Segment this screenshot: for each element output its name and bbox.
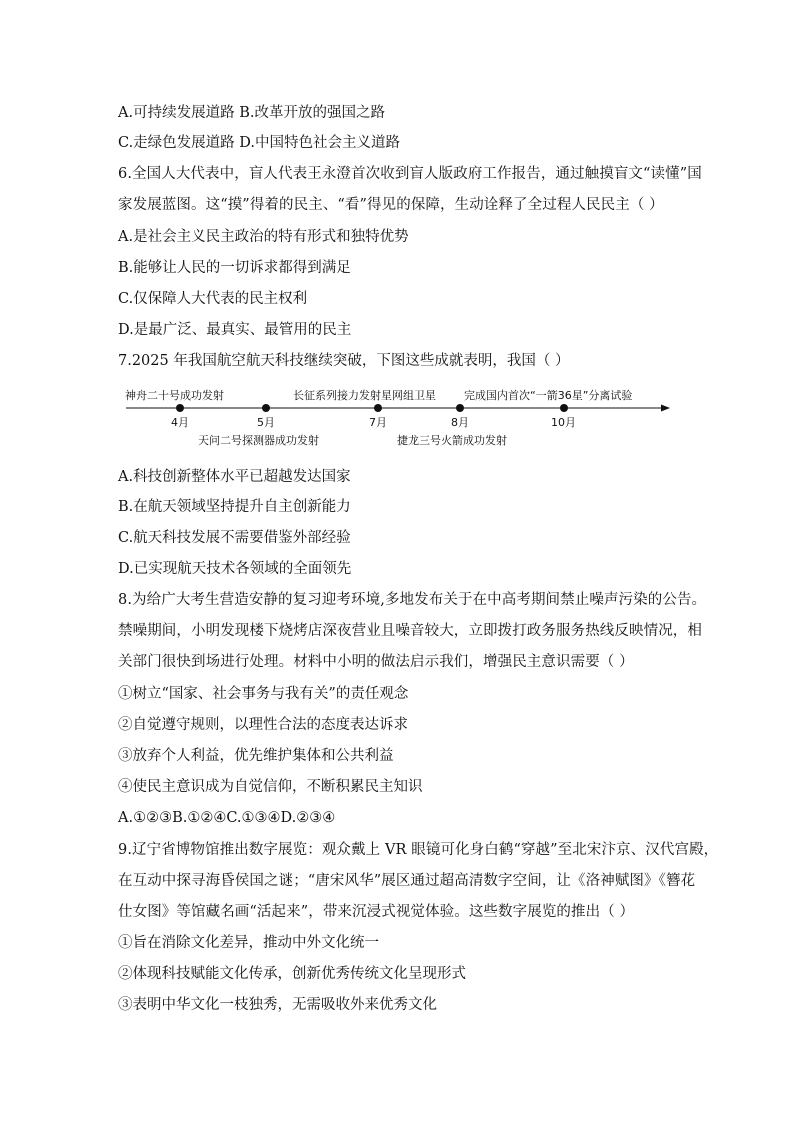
timeline-arrow-icon — [661, 405, 670, 412]
q5-options-ab: A.可持续发展道路 B.改革开放的强国之路 — [118, 105, 385, 121]
timeline-event-jielong3: 捷龙三号火箭成功发射 — [397, 434, 507, 447]
q9-statement-3: ③表明中华文化一枝独秀，无需吸收外来优秀文化 — [118, 997, 437, 1013]
timeline-month-april: 4月 — [171, 416, 189, 429]
q9-stem-line3: 仕女图》等馆藏名画“活起来”，带来沉浸式视觉体验。这些数字展览的推出（ ） — [118, 904, 635, 920]
q8-statement-2: ②自觉遵守规则，以理性合法的态度表达诉求 — [118, 717, 408, 733]
timeline-dot-april — [176, 404, 184, 412]
timeline-month-october: 10月 — [551, 416, 576, 429]
timeline-month-august: 8月 — [451, 416, 469, 429]
q7-option-c: C.航天科技发展不需要借鉴外部经验 — [118, 530, 351, 546]
timeline-dot-august — [456, 404, 464, 412]
timeline-dot-july — [374, 404, 382, 412]
q8-statement-1: ①树立“国家、社会事务与我有关”的责任观念 — [118, 686, 409, 702]
q6-option-a: A.是社会主义民主政治的特有形式和独特优势 — [118, 229, 409, 245]
timeline-dot-may — [262, 404, 270, 412]
q6-stem-line2: 家发展蓝图。这“摸”得着的民主、“看”得见的保障，生动诠释了全过程人民民主（ ） — [118, 197, 664, 213]
q8-statement-3: ③放弃个人利益，优先维护集体和公共利益 — [118, 748, 394, 764]
q9-stem-line1: 9.辽宁省博物馆推出数字展览：观众戴上 VR 眼镜可化身白鹤“穿越”至北宋汴京、汉代宫殿， — [118, 842, 719, 858]
q6-option-b: B.能够让人民的一切诉求都得到满足 — [118, 260, 351, 276]
q7-option-d: D.已实现航天技术各领域的全面领先 — [118, 561, 352, 577]
q7-option-b: B.在航天领域坚持提升自主创新能力 — [118, 499, 351, 515]
q8-stem-line1: 8.为给广大考生营造安静的复习迎考环境,多地发布关于在中高考期间禁止噪声污染的公告。 — [118, 592, 707, 608]
timeline-month-may: 5月 — [257, 416, 275, 429]
timeline-event-one-rocket-36-satellites: 完成国内首次“一箭36星”分离试验 — [464, 389, 633, 402]
q9-statement-2: ②体现科技赋能文化传承，创新优秀传统文化呈现形式 — [118, 966, 466, 982]
timeline-event-tianwen2: 天问二号探测器成功发射 — [198, 434, 319, 447]
q9-statement-1: ①旨在消除文化差异，推动中外文化统一 — [118, 935, 379, 951]
q5-options-cd: C.走绿色发展道路 D.中国特色社会主义道路 — [118, 135, 401, 151]
space-achievements-timeline — [118, 382, 678, 452]
q8-answer-options: A.①②③B.①②④C.①③④D.②③④ — [118, 810, 336, 826]
timeline-dot-october — [560, 404, 568, 412]
q9-stem-line2: 在互动中探寻海昏侯国之谜；“唐宋风华”展区通过超高清数字空间，让《洛神赋图》《簪花 — [118, 873, 696, 889]
q6-stem-line1: 6.全国人大代表中，盲人代表王永澄首次收到盲人版政府工作报告，通过触摸盲文“读懂”国 — [118, 166, 702, 182]
timeline-event-shenzhou20: 神舟二十号成功发射 — [125, 389, 224, 402]
q8-stem-line3: 关部门很快到场进行处理。材料中小明的做法启示我们，增强民主意识需要（ ） — [118, 654, 634, 670]
q6-option-d: D.是最广泛、最真实、最管用的民主 — [118, 322, 352, 338]
timeline-month-july: 7月 — [369, 416, 387, 429]
q8-statement-4: ④使民主意识成为自觉信仰，不断积累民主知识 — [118, 779, 423, 795]
timeline-event-changzheng-relay: 长征系列接力发射星网组卫星 — [293, 389, 436, 402]
q8-stem-line2: 禁噪期间，小明发现楼下烧烤店深夜营业且噪音较大，立即拨打政务服务热线反映情况，相 — [118, 623, 702, 639]
q6-option-c: C.仅保障人大代表的民主权利 — [118, 291, 308, 307]
q7-option-a: A.科技创新整体水平已超越发达国家 — [118, 469, 351, 485]
q7-stem: 7.2025 年我国航空航天科技继续突破，下图这些成就表明，我国（ ） — [118, 353, 570, 369]
